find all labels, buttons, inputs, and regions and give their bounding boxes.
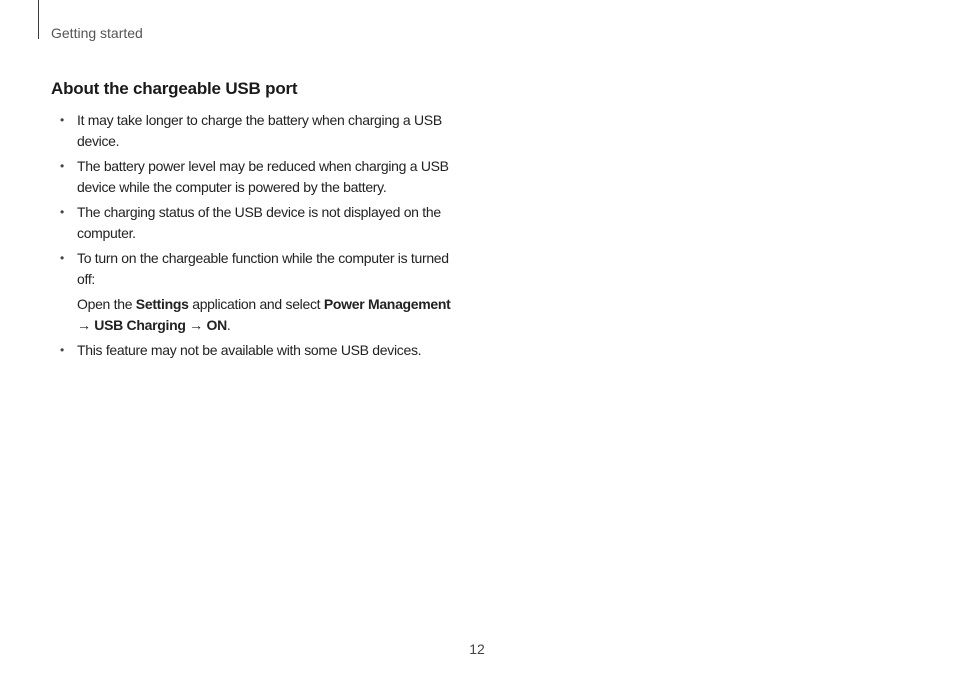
list-item-text: It may take longer to charge the battery when charging a USB device. [77, 112, 442, 149]
power-management-label: Power Management [323, 296, 451, 312]
list-item [51, 202, 466, 243]
list-item [51, 340, 466, 361]
arrow-icon: → [77, 316, 95, 333]
section-label: Getting started [51, 25, 143, 41]
header-divider [38, 0, 39, 39]
bullet-icon: • [60, 251, 64, 265]
bullet-icon: • [60, 343, 64, 357]
list-item [51, 248, 466, 335]
bullet-icon: • [60, 159, 64, 173]
bullet-list [51, 110, 466, 366]
bullet-icon: • [60, 205, 64, 219]
instruction-prefix: Open the [77, 296, 136, 312]
settings-label: Settings [135, 296, 189, 312]
list-item-text: To turn on the chargeable function while the computer is turned off: [77, 250, 449, 287]
list-item-text: This feature may not be available with some USB devices. [77, 342, 422, 358]
bullet-icon: • [60, 113, 64, 127]
list-item-text: The battery power level may be reduced when charging a USB device while the computer is powered by the battery. [77, 158, 449, 195]
instruction-middle: application and select [188, 296, 324, 312]
on-label: ON [206, 316, 227, 333]
list-item-text: The charging status of the USB device is not displayed on the computer. [77, 204, 441, 241]
arrow-icon: → [185, 316, 207, 333]
page-number: 12 [469, 641, 485, 657]
section-heading: About the chargeable USB port [51, 79, 298, 98]
list-item [51, 110, 466, 151]
list-item [51, 156, 466, 197]
usb-charging-label: USB Charging [94, 316, 186, 333]
instruction-suffix: . [226, 316, 231, 333]
instruction-paragraph [77, 294, 466, 335]
